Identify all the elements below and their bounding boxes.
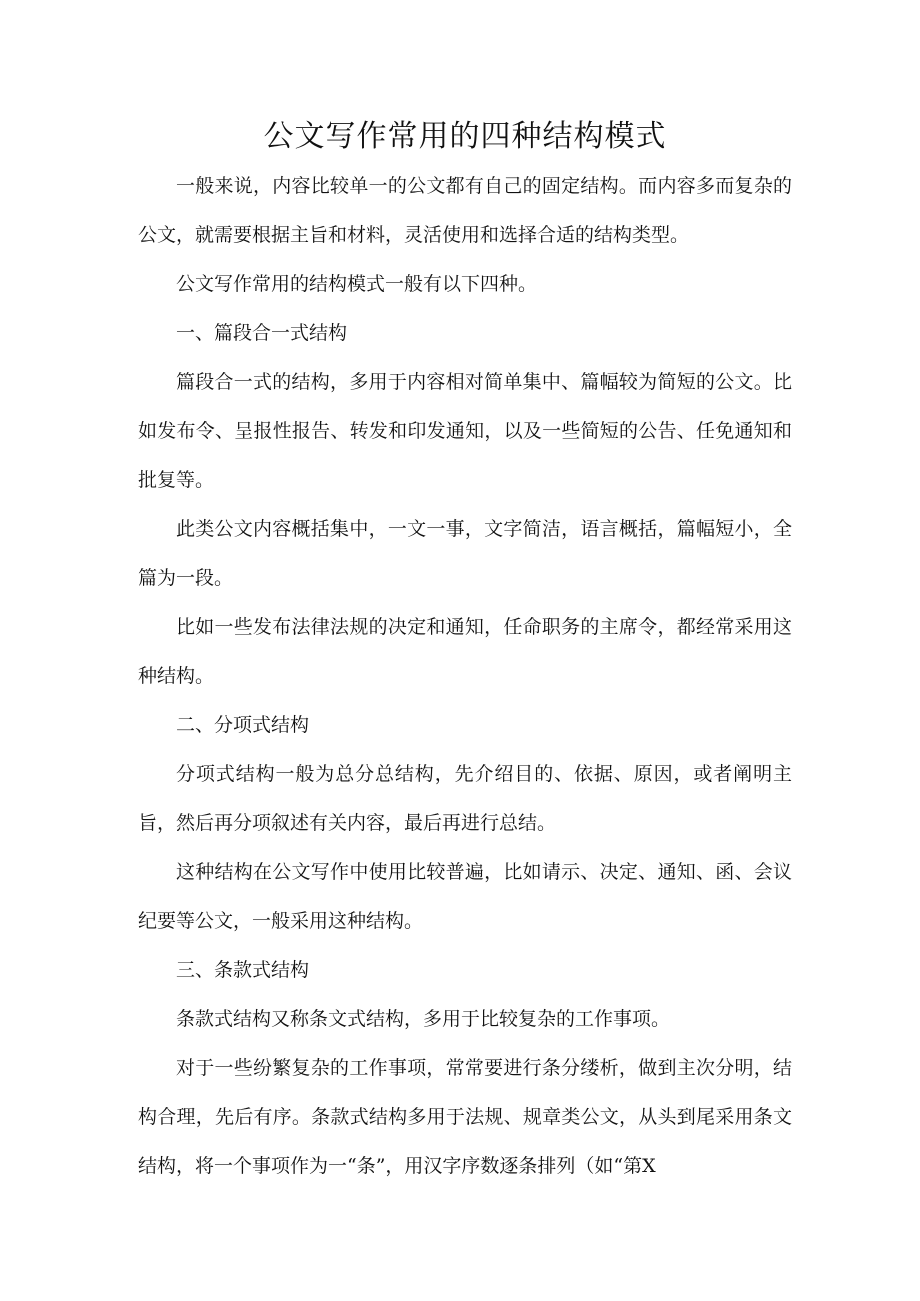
section-heading-3: 三、条款式结构	[176, 959, 310, 981]
paragraph-section1-feature: 此类公文内容概括集中，一文一事，文字简洁，语言概括，篇幅短小，全篇为一段。	[138, 518, 792, 589]
document-title: 公文写作常用的四种结构模式	[263, 119, 667, 154]
section-heading-1: 一、篇段合一式结构	[176, 322, 348, 344]
section-heading-2: 二、分项式结构	[176, 714, 310, 736]
paragraph-overview: 公文写作常用的结构模式一般有以下四种。	[176, 273, 538, 295]
paragraph-section1-desc: 篇段合一式的结构，多用于内容相对简单集中、篇幅较为简短的公文。比如发布令、呈报性报告、转发和印发通知，以及一些简短的公告、任免通知和批复等。	[138, 371, 792, 491]
paragraph-section2-desc: 分项式结构一般为总分总结构，先介绍目的、依据、原因，或者阐明主旨，然后再分项叙述有关内容，最后再进行总结。	[138, 763, 792, 834]
document-page	[138, 112, 792, 1191]
paragraph-section2-usage: 这种结构在公文写作中使用比较普遍，比如请示、决定、通知、函、会议纪要等公文，一般采用这种结构。	[138, 861, 792, 932]
paragraph-intro: 一般来说，内容比较单一的公文都有自己的固定结构。而内容多而复杂的公文，就需要根据主旨和材料，灵活使用和选择合适的结构类型。	[138, 175, 792, 246]
paragraph-section1-example: 比如一些发布法律法规的决定和通知，任命职务的主席令，都经常采用这种结构。	[138, 616, 792, 687]
paragraph-section3-desc: 条款式结构又称条文式结构，多用于比较复杂的工作事项。	[176, 1008, 671, 1030]
paragraph-section3-detail: 对于一些纷繁复杂的工作事项，常常要进行条分缕析，做到主次分明，结构合理，先后有序。条款式结构多用于法规、规章类公文，从头到尾采用条文结构，将一个事项作为一“条”，用汉字序数逐条排列（如“第X	[138, 1057, 792, 1177]
